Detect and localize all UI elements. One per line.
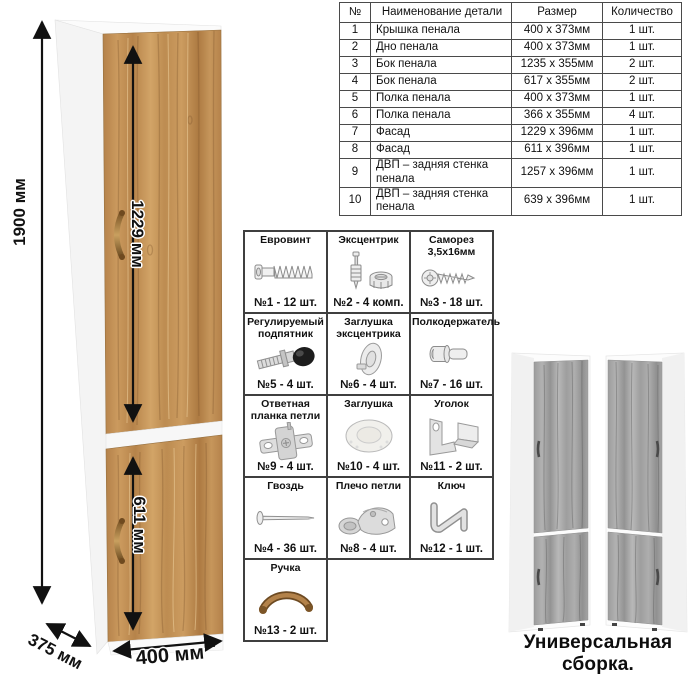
left-cabinet-side [509, 353, 534, 632]
hex-key-icon [416, 496, 488, 540]
table-row: 8 Фасад 611 x 396мм 1 шт. [340, 142, 682, 159]
hardware-item: Ответная планка петли №9 - 4 шт. [243, 394, 328, 478]
table-row: 7 Фасад 1229 x 396мм 1 шт. [340, 125, 682, 142]
hardware-item: Гвоздь №4 - 36 шт. [243, 476, 328, 560]
header-num: № [340, 3, 371, 23]
cover-cap-icon [333, 414, 405, 458]
hardware-item: Эксцентрик №2 - 4 комп. [326, 230, 411, 314]
cabinet-foot [612, 623, 617, 626]
depth-dimension-label: 375 мм [24, 629, 86, 674]
cabinet-foot [652, 628, 657, 631]
table-row: 2 Дно пенала 400 x 373мм 1 шт. [340, 40, 682, 57]
bottom-door-dimension-label: 611 мм [130, 496, 149, 554]
hinge-plate-icon [250, 422, 322, 461]
cabinet-foot [580, 623, 585, 626]
cam-lock-icon [333, 250, 405, 294]
self-tapping-screw-icon [416, 262, 488, 294]
parts-table [339, 2, 682, 216]
table-row: 4 Бок пенала 617 x 355мм 2 шт. [340, 74, 682, 91]
hardware-item: Регулируемый подпятник №5 - 4 шт. [243, 312, 328, 396]
table-row: 5 Полка пенала 400 x 373мм 1 шт. [340, 91, 682, 108]
hardware-item: Заглушка №10 - 4 шт. [326, 394, 411, 478]
assembly-illustration [500, 345, 696, 633]
table-row: 10 ДВП – задняя стенка пенала 639 x 396мм 1 шт. [340, 187, 682, 216]
height-dimension-label: 1900 мм [10, 178, 29, 246]
adjustable-foot-icon [250, 340, 322, 379]
assembly-caption: Универсальная сборка. [523, 632, 673, 675]
cam-cap-icon [333, 340, 405, 379]
nail-icon [250, 503, 322, 533]
cabinet-foot [208, 643, 215, 647]
header-name: Наименование детали [371, 3, 512, 23]
left-cabinet-top-door [534, 360, 588, 533]
hinge-arm-icon [333, 496, 405, 540]
table-row: 9 ДВП – задняя стенка пенала 1257 x 396мм 1 шт. [340, 159, 682, 188]
shelf-pin-icon [416, 337, 488, 371]
hardware-item: Евровинт №1 - 12 шт. [243, 230, 328, 314]
hardware-item: Полкодержатель №7 - 16 шт. [409, 312, 494, 396]
hardware-grid [243, 230, 501, 640]
hardware-item: Ручка №13 - 2 шт. [243, 558, 328, 642]
hardware-item: Уголок №11 - 2 шт. [409, 394, 494, 478]
handle-icon [250, 581, 322, 619]
hardware-item: Саморез 3,5х16мм №3 - 18 шт. [409, 230, 494, 314]
cabinet-top-door [103, 30, 222, 434]
hardware-item: Заглушка эксцентрика №6 - 4 шт. [326, 312, 411, 396]
width-dimension-label: 400 мм [134, 641, 206, 670]
hardware-item: Плечо петли №8 - 4 шт. [326, 476, 411, 560]
euro-screw-icon [250, 255, 322, 289]
parts-table-header-row [340, 3, 682, 23]
hardware-item: Ключ №12 - 1 шт. [409, 476, 494, 560]
cabinet-side-panel [55, 20, 108, 654]
header-qty: Количество [603, 3, 682, 23]
table-row: 3 Бок пенала 1235 x 355мм 2 шт. [340, 57, 682, 74]
table-row: 1 Крышка пенала 400 x 373мм 1 шт. [340, 23, 682, 40]
right-cabinet-side [662, 353, 687, 632]
cabinet-foot [538, 628, 543, 631]
cabinet-illustration [0, 0, 240, 689]
corner-bracket-icon [416, 415, 488, 457]
top-door-dimension-label: 1229 мм [128, 200, 147, 268]
table-row: 6 Полка пенала 366 x 355мм 4 шт. [340, 108, 682, 125]
header-size: Размер [512, 3, 603, 23]
